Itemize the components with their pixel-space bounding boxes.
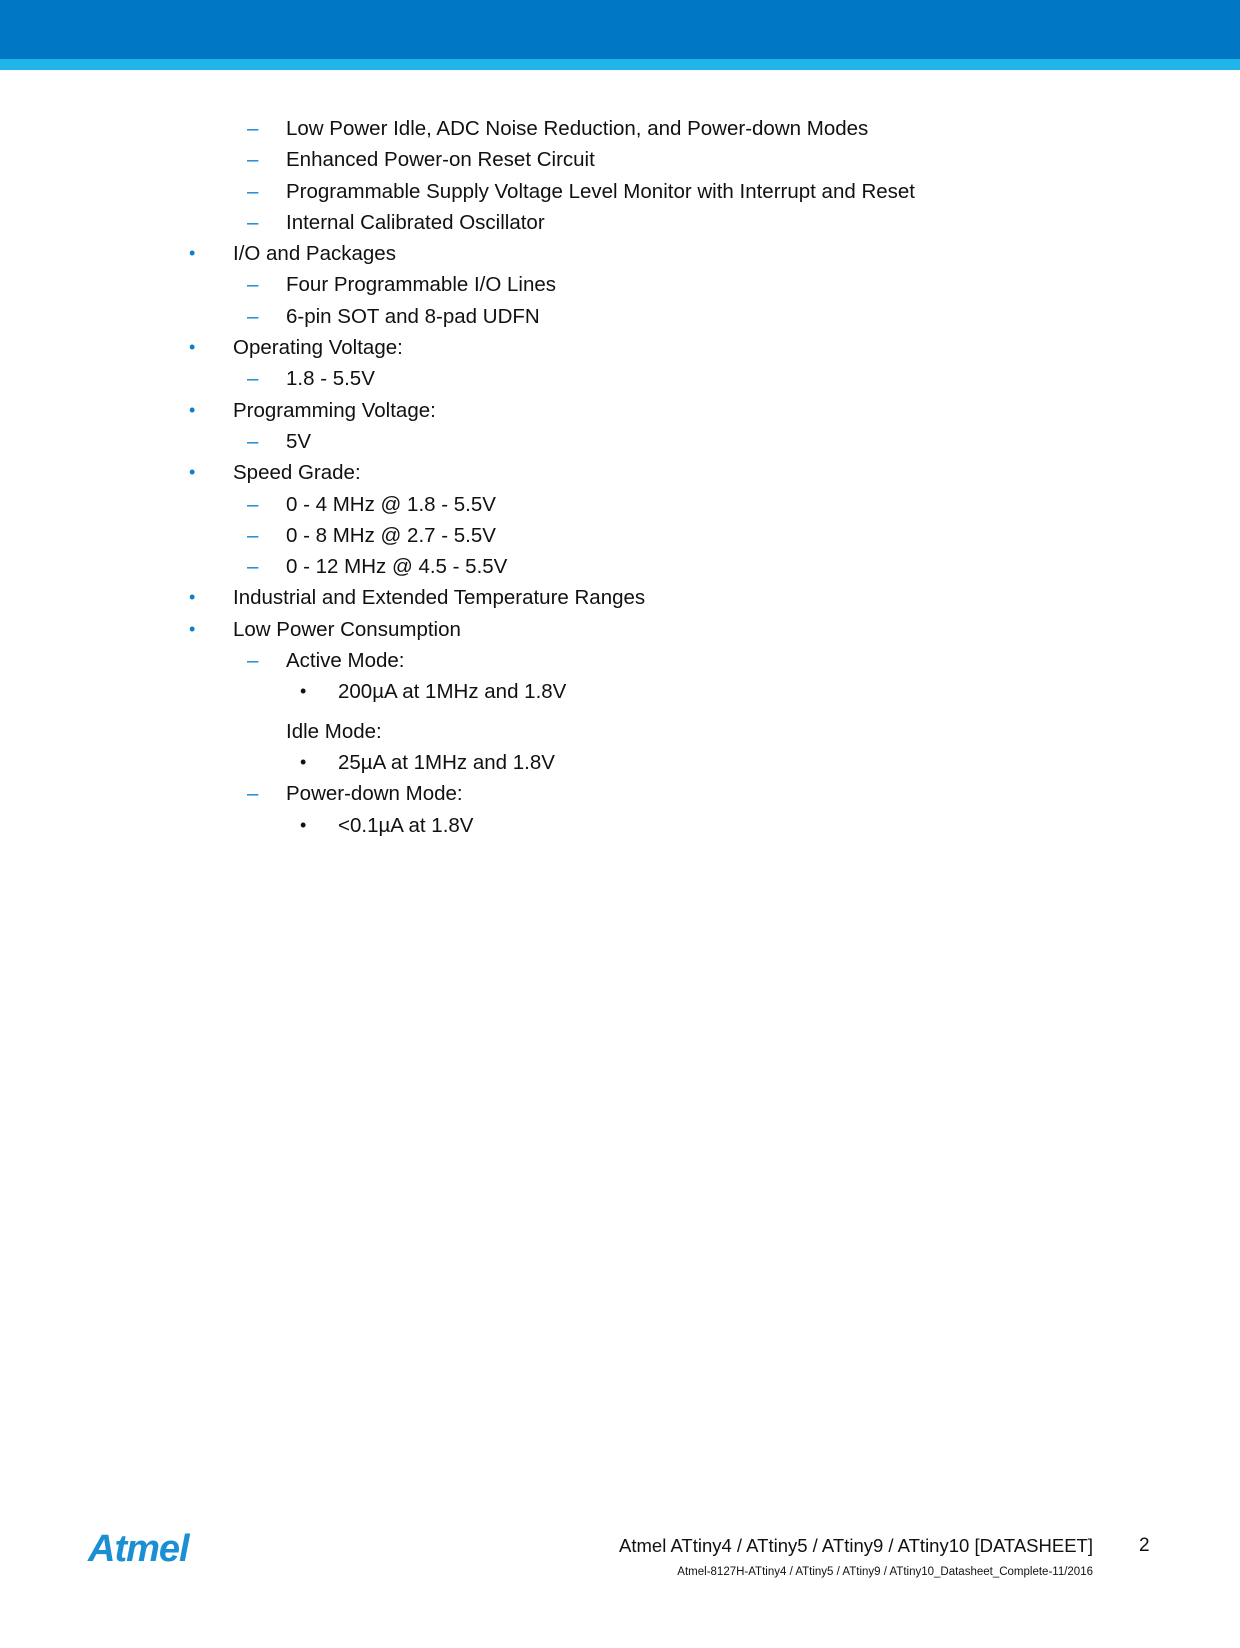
bullet-icon: • (189, 462, 196, 483)
list-item (0, 747, 1240, 778)
list-item (0, 395, 1240, 426)
dash-icon: – (247, 367, 259, 391)
bullet-icon: • (300, 751, 307, 772)
list-item (0, 489, 1240, 520)
list-item-text: 5V (286, 429, 312, 453)
list-item-text: 0 - 12 MHz @ 4.5 - 5.5V (286, 555, 508, 579)
list-item-text: Low Power Idle, ADC Noise Reduction, and Power-down Modes (286, 117, 869, 140)
list-item-text: 25µA at 1MHz and 1.8V (338, 750, 555, 774)
dash-icon: – (247, 210, 259, 234)
bullet-icon: • (189, 618, 196, 639)
dash-icon: – (247, 148, 259, 172)
list-item (0, 716, 1240, 747)
list-item-text: 0 - 8 MHz @ 2.7 - 5.5V (286, 523, 496, 547)
list-item-text: Enhanced Power-on Reset Circuit (286, 148, 595, 172)
list-item-text: Programming Voltage: (233, 398, 436, 422)
footer-document-id: Atmel-8127H-ATtiny4 / ATtiny5 / ATtiny9 / ATtiny10_Datasheet_Complete-11/2016 (677, 1566, 1093, 1578)
bullet-icon: • (189, 337, 196, 358)
page-number: 2 (1139, 1535, 1150, 1556)
dash-icon: – (247, 304, 259, 328)
list-item-text: Low Power Consumption (233, 617, 461, 641)
dash-icon: – (247, 179, 259, 203)
list-item-text: Industrial and Extended Temperature Ranges (233, 586, 646, 610)
list-item-text: 0 - 4 MHz @ 1.8 - 5.5V (286, 492, 496, 516)
feature-list (0, 113, 1240, 841)
list-item (0, 332, 1240, 363)
list-item (0, 144, 1240, 175)
list-item (0, 207, 1240, 238)
list-item (0, 778, 1240, 809)
bullet-icon: • (300, 681, 307, 702)
list-item (0, 176, 1240, 207)
list-item (0, 301, 1240, 332)
list-item-text: 6-pin SOT and 8-pad UDFN (286, 304, 540, 328)
dash-icon: – (247, 649, 259, 673)
list-item-text: 1.8 - 5.5V (286, 367, 375, 391)
list-item-text: Speed Grade: (233, 461, 361, 485)
list-item-text: 200µA at 1MHz and 1.8V (338, 680, 567, 704)
dash-icon: – (247, 523, 259, 547)
list-item (0, 363, 1240, 394)
list-item-text: Operating Voltage: (233, 336, 403, 360)
list-item (0, 614, 1240, 645)
bullet-icon: • (189, 243, 196, 264)
header-band (0, 0, 1240, 59)
atmel-logo: Atmel (88, 1528, 189, 1570)
list-item-text: Internal Calibrated Oscillator (286, 210, 545, 234)
list-item (0, 113, 1240, 144)
list-item (0, 426, 1240, 457)
list-item (0, 810, 1240, 841)
list-item-text: Active Mode: (286, 649, 405, 673)
list-item-text: Programmable Supply Voltage Level Monitor with Interrupt and Reset (286, 179, 916, 203)
dash-icon: – (247, 492, 259, 516)
list-item-text: Idle Mode: (286, 719, 382, 743)
list-item-text: Power-down Mode: (286, 782, 463, 806)
list-item (0, 582, 1240, 613)
dash-icon: – (247, 555, 259, 579)
dash-icon: – (247, 782, 259, 806)
list-item (0, 551, 1240, 582)
dash-icon: – (247, 117, 259, 140)
list-item (0, 676, 1240, 707)
bullet-icon: • (189, 399, 196, 420)
list-item (0, 457, 1240, 488)
dash-icon: – (247, 273, 259, 297)
list-item (0, 645, 1240, 676)
header-accent-band (0, 59, 1240, 70)
list-item (0, 269, 1240, 300)
dash-icon: – (247, 429, 259, 453)
list-item (0, 520, 1240, 551)
footer-title: Atmel ATtiny4 / ATtiny5 / ATtiny9 / ATtiny10 [DATASHEET] (619, 1535, 1093, 1556)
list-item-text: I/O and Packages (233, 242, 396, 266)
list-item (0, 238, 1240, 269)
list-item-text: <0.1µA at 1.8V (338, 813, 474, 837)
bullet-icon: • (189, 587, 196, 608)
list-item-text: Four Programmable I/O Lines (286, 273, 557, 297)
bullet-icon: • (300, 814, 307, 835)
